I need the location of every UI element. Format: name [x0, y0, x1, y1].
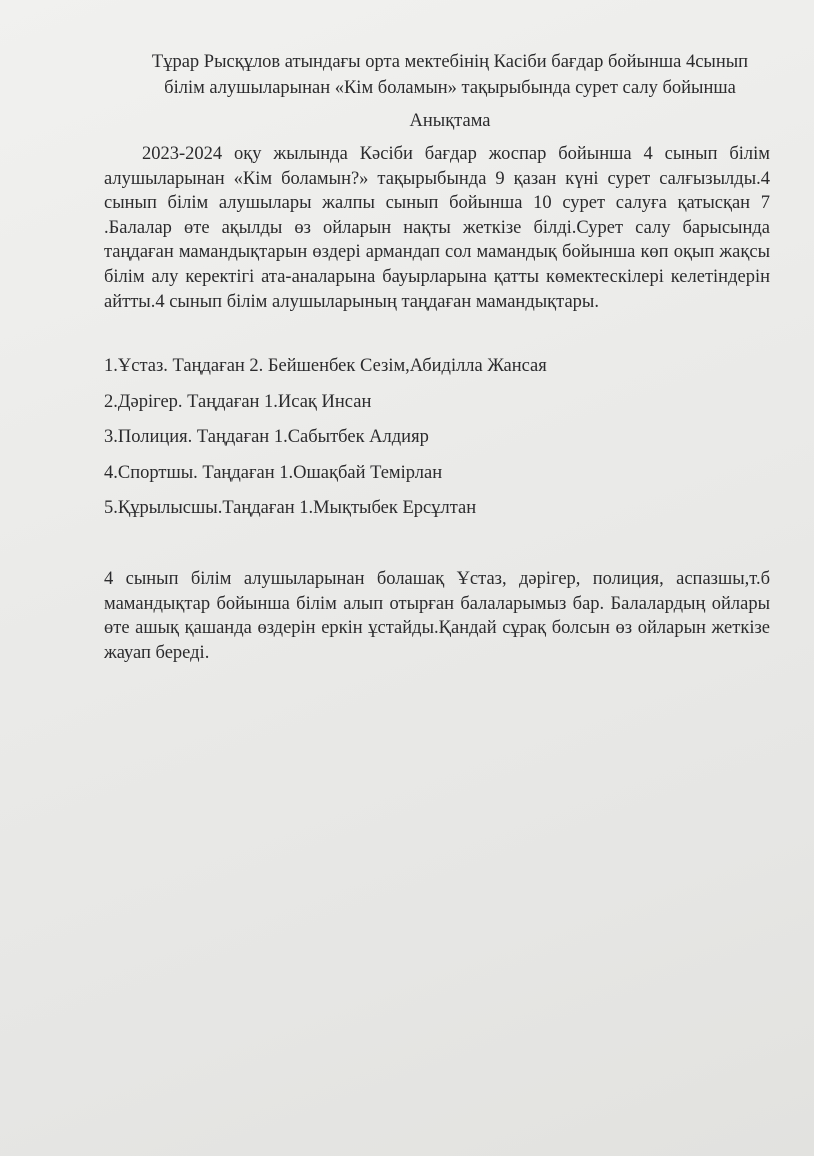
- body-paragraph-2: 4 сынып білім алушыларынан болашақ Ұстаз, дәрігер, полиция, аспазшы,т.б мамандықтар бойынша білім алып отырған балаларымыз бар. Балалардың ойлары өте ашық қашанда өздерін еркін ұстайды.Қандай сұрақ болсын өз ойларын жеткізе жауап береді.: [104, 569, 770, 663]
- list-item: 2.Дәрігер. Таңдаған 1.Исақ Инсан: [104, 391, 372, 412]
- document-heading: Анықтама: [409, 111, 491, 131]
- document-title-line-2: білім алушыларынан «Кім боламын» тақырыбында сурет салу бойынша: [164, 78, 736, 98]
- professions-list: [104, 353, 770, 531]
- body-paragraph-1: 2023-2024 оқу жылында Кәсіби бағдар жоспар бойынша 4 сынып білім алушыларынан «Кім боламын?» тақырыбында 9 қазан күні сурет салғызылды.4 сынып білім алушылары жалпы сынып бойынша 10 сурет салуға қатысқан 7 .Балалар өте ақылды өз ойларын нақты жеткізе білді.Сурет салу барысында таңдаған мамандықтарын өздері армандап сол мамандық бойынша көп оқып жақсы білім алу керектігі ата-аналарына бауырларына қатты көмектескілері келетіндерін айтты.4 сынып білім алушыларының таңдаған мамандықтары.: [104, 144, 770, 312]
- list-item: 3.Полиция. Таңдаған 1.Сабытбек Алдияр: [104, 427, 429, 447]
- list-item: 5.Құрылысшы.Таңдаған 1.Мықтыбек Ерсұлтан: [104, 498, 477, 518]
- list-item: 1.Ұстаз. Таңдаған 2. Бейшенбек Сезім,Абиділла Жансая: [104, 356, 547, 376]
- list-item: 4.Спортшы. Таңдаған 1.Ошақбай Темірлан: [104, 462, 443, 483]
- document-title-line-1: Тұрар Рысқұлов атындағы орта мектебінің Касіби бағдар бойынша 4сынып: [151, 52, 749, 72]
